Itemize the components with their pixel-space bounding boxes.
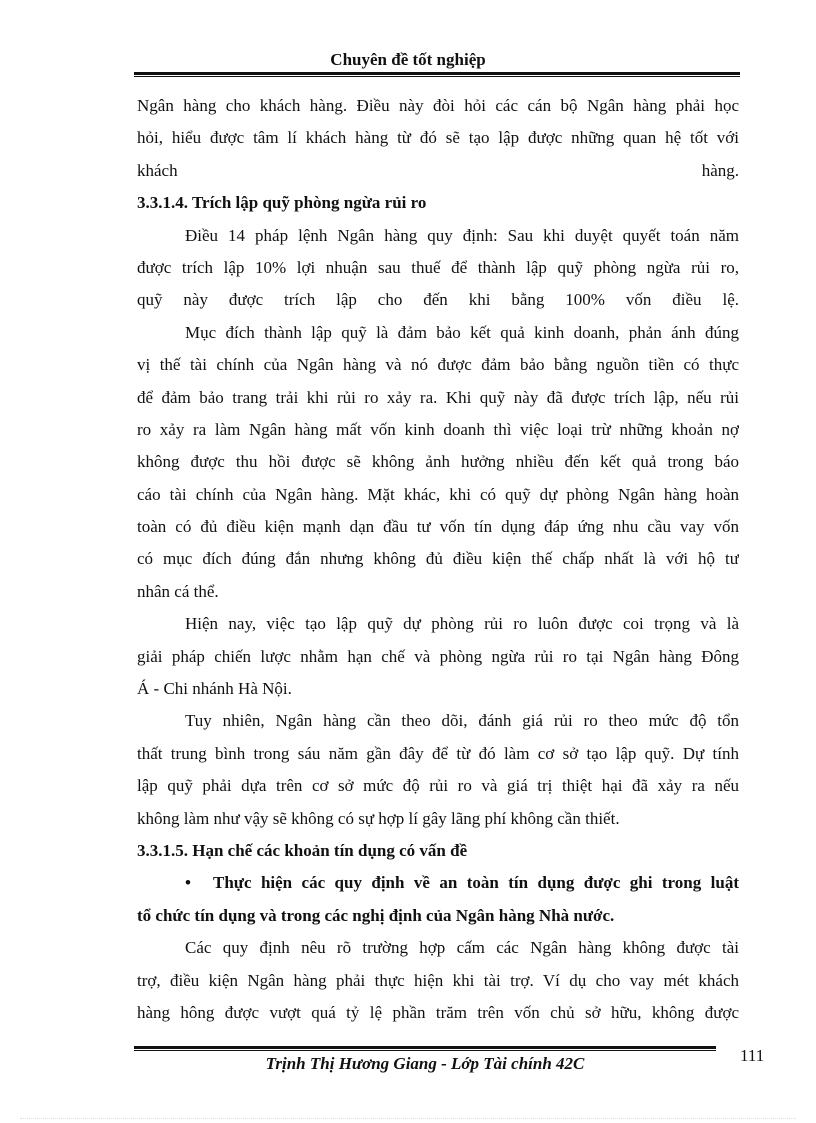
text-line: lập quỹ phải dựa trên cơ sở mức độ rủi ro và giá trị thiệt hại đã xảy ra nếu bbox=[137, 776, 739, 796]
header-rule-thick bbox=[134, 72, 740, 75]
text-line: cáo tài chính của Ngân hàng. Mặt khác, khi có quỹ dự phòng Ngân hàng hoàn bbox=[137, 484, 739, 504]
text-line: trợ, điều kiện Ngân hàng phải thực hiện khi tài trợ. Ví dụ cho vay mét khách bbox=[137, 970, 739, 990]
text-line: Á - Chi nhánh Hà Nội. bbox=[137, 679, 292, 699]
text-line: toàn có đủ điều kiện mạnh dạn đầu tư vốn tín dụng đáp ứng nhu cầu vay vốn bbox=[137, 517, 739, 537]
text-line: tổ chức tín dụng và trong các nghị định của Ngân hàng Nhà nước. bbox=[137, 905, 615, 925]
text-line: hỏi, hiểu được tâm lí khách hàng từ đó sẽ tạo lập được những quan hệ tốt với bbox=[137, 128, 739, 148]
text-line: được trích lập 10% lợi nhuận sau thuế để thành lập quỹ phòng ngừa rủi ro, bbox=[137, 257, 739, 277]
section-heading: 3.3.1.5. Hạn chế các khoản tín dụng có vấn đề bbox=[137, 840, 468, 860]
text-line: Mục đích thành lập quỹ là đảm bảo kết quả kinh doanh, phản ánh đúng bbox=[185, 322, 739, 342]
text-line: nhân cá thể. bbox=[137, 581, 219, 601]
bullet-text: Thực hiện các quy định về an toàn tín dụng được ghi trong luật bbox=[213, 873, 739, 893]
footer-rule-thick bbox=[134, 1046, 716, 1049]
page-number: 111 bbox=[740, 1046, 765, 1065]
text-line: không làm như vậy sẽ không có sự hợp lí gây lãng phí không cần thiết. bbox=[137, 808, 620, 828]
text-line: Ngân hàng cho khách hàng. Điều này đòi hỏi các cán bộ Ngân hàng phải học bbox=[137, 96, 739, 115]
text-line: không được thu hồi được sẽ không ảnh hưởng nhiều đến kết quả trong báo bbox=[137, 452, 739, 472]
text-line: ro xảy ra làm Ngân hàng mất vốn kinh doanh thì việc loại trừ những khoản nợ bbox=[137, 419, 739, 439]
header-rule-thin bbox=[134, 76, 740, 77]
text-line: thất trung bình trong sáu năm gần đây để từ đó làm cơ sở tạo lập quỹ. Dự tính bbox=[137, 743, 739, 763]
page-header-title: Chuyên đề tốt nghiệp bbox=[330, 50, 486, 69]
footer-rule-thin bbox=[134, 1050, 716, 1051]
text-line: Các quy định nêu rõ trường hợp cấm các Ngân hàng không được tài bbox=[185, 938, 739, 958]
text-line: Điều 14 pháp lệnh Ngân hàng quy định: Sau khi duyệt quyết toán năm bbox=[185, 225, 739, 245]
section-heading: 3.3.1.4. Trích lập quỹ phòng ngừa rủi ro bbox=[137, 193, 427, 213]
text-line: để đảm bảo trang trải khi rủi ro xảy ra. Khi quỹ này đã được trích lập, nếu rủi bbox=[137, 387, 739, 407]
page-edge bbox=[20, 1118, 796, 1119]
bullet-item bbox=[137, 867, 739, 899]
document-body bbox=[137, 90, 739, 1029]
text-line: Tuy nhiên, Ngân hàng cần theo dõi, đánh giá rủi ro theo mức độ tổn bbox=[185, 711, 739, 731]
text-line: Hiện nay, việc tạo lập quỹ dự phòng rủi ro luôn được coi trọng và là bbox=[185, 614, 739, 634]
text-line: quỹ này được trích lập cho đến khi bằng 100% vốn điều lệ. bbox=[137, 290, 739, 310]
text-line: có mục đích đúng đắn nhưng không đủ điều kiện thế chấp nhất là với hộ tư bbox=[137, 549, 739, 569]
text-line: hàng hông được vượt quá tỷ lệ phần trăm trên vốn chủ sở hữu, không được bbox=[137, 1002, 739, 1022]
text-line: khách hàng. bbox=[137, 160, 739, 180]
text-line: giải pháp chiến lược nhằm hạn chế và phòng ngừa rủi ro tại Ngân hàng Đông bbox=[137, 646, 739, 666]
text-line: vị thế tài chính của Ngân hàng và nó được đảm bảo bằng nguồn tiền có thực bbox=[137, 355, 739, 375]
bullet-icon: • bbox=[185, 873, 191, 893]
footer-author: Trịnh Thị Hương Giang - Lớp Tài chính 42C bbox=[265, 1054, 585, 1073]
